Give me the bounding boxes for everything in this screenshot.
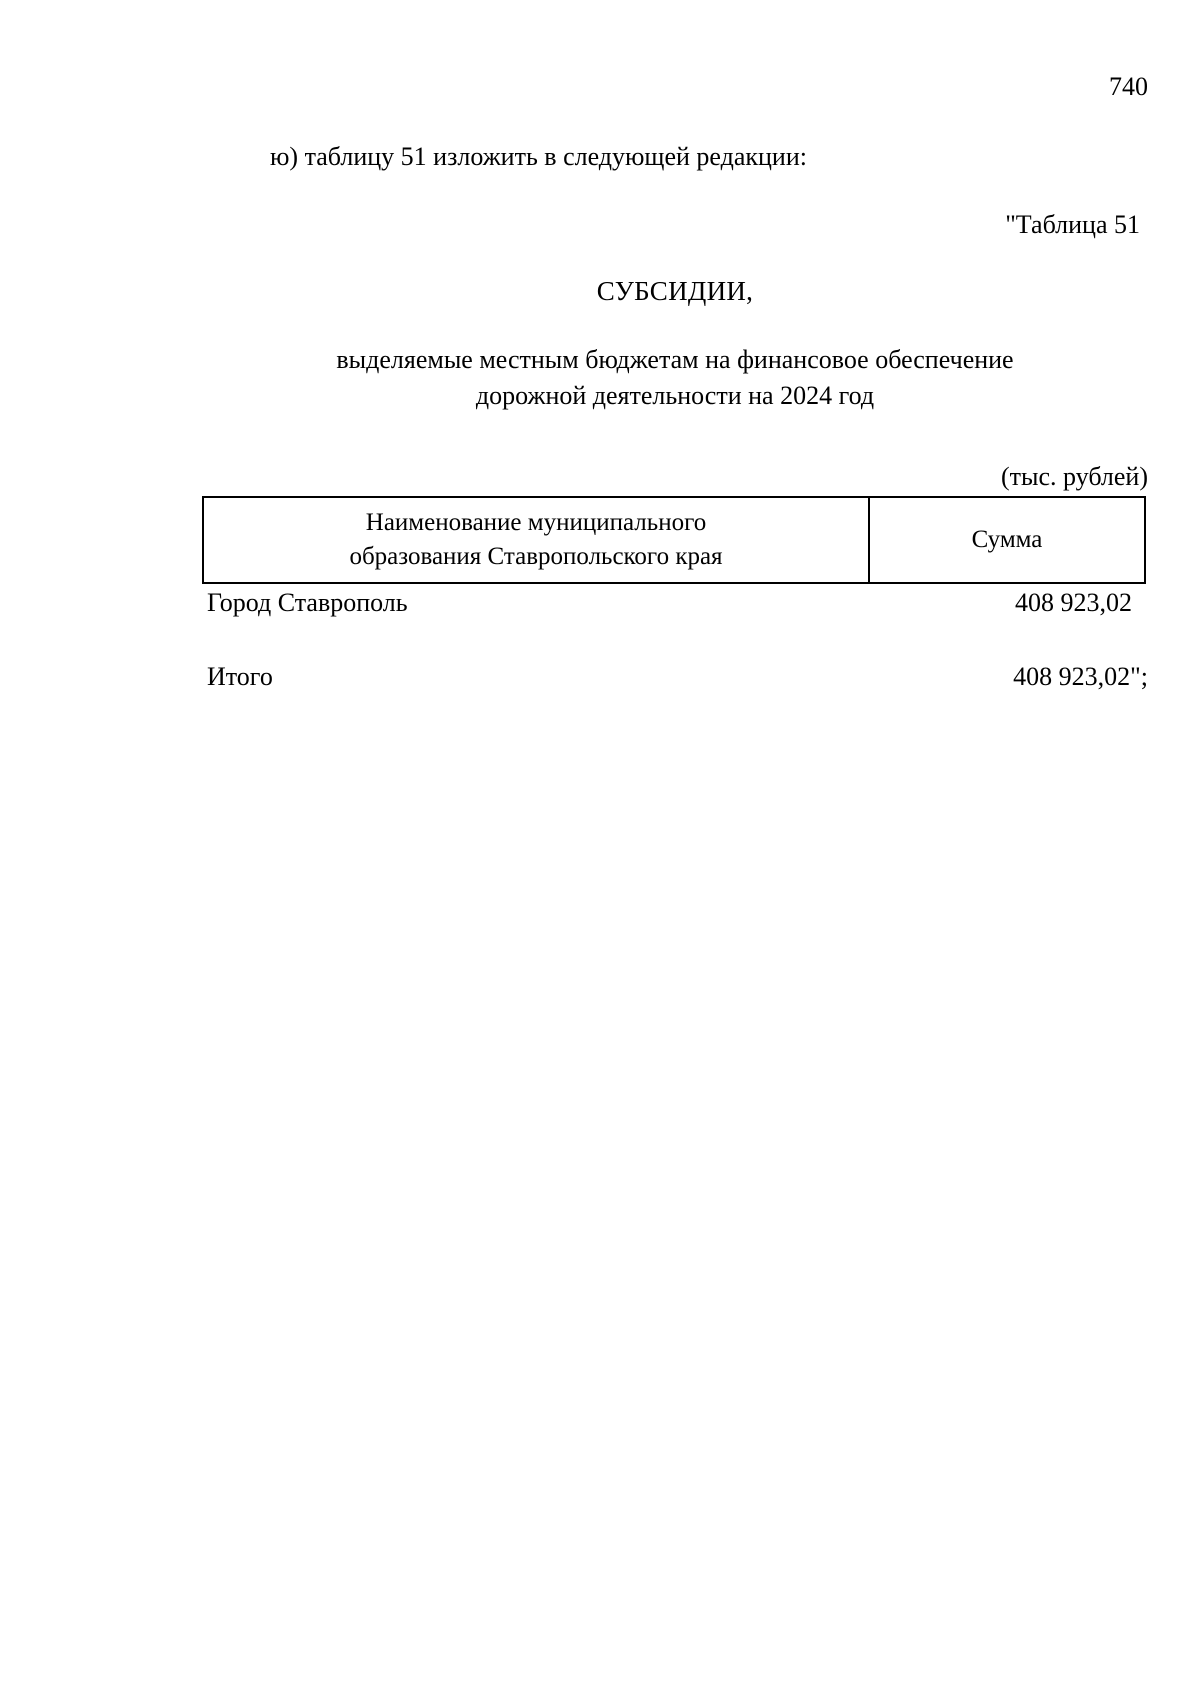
- total-label: Итого: [207, 662, 273, 691]
- document-subtitle: [0, 342, 1200, 414]
- table-reference: "Таблица 51: [1005, 210, 1140, 239]
- table-row-name: Город Ставрополь: [207, 588, 408, 617]
- header-name-line-2: образования Ставропольского края: [349, 543, 723, 570]
- total-value: 408 923,02";: [1013, 662, 1148, 691]
- header-cell-name: [204, 498, 870, 582]
- table-row-value: 408 923,02: [1015, 588, 1132, 617]
- subtitle-line-2: дорожной деятельности на 2024 год: [475, 381, 875, 410]
- page-number: 740: [1109, 72, 1148, 101]
- table-header: [202, 496, 1146, 584]
- intro-paragraph: ю) таблицу 51 изложить в следующей редакции:: [270, 142, 807, 171]
- header-name-line-1: Наименование муниципального: [365, 509, 707, 536]
- units-label: (тыс. рублей): [1000, 462, 1148, 491]
- subtitle-line-1: выделяемые местным бюджетам на финансовое обеспечение: [336, 345, 1014, 374]
- header-cell-sum: Сумма: [971, 526, 1043, 553]
- document-title: СУБСИДИИ,: [596, 276, 754, 306]
